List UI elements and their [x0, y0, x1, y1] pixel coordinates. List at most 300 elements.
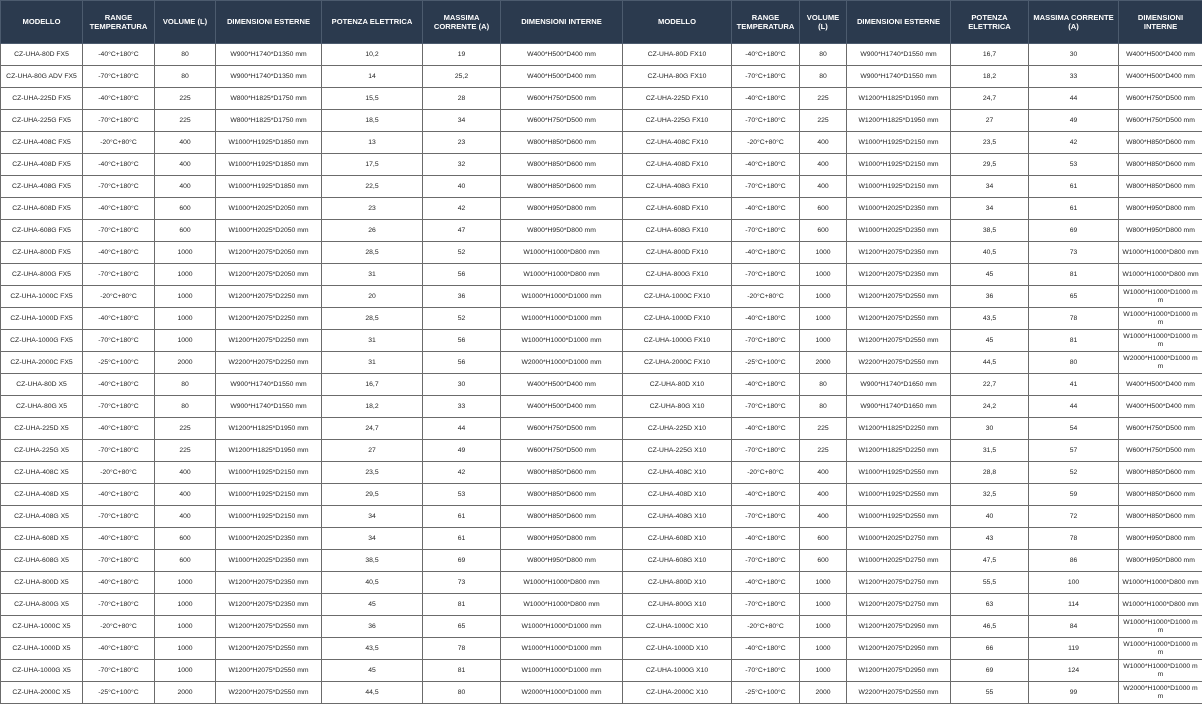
cell-modello: CZ-UHA-800D X10 [623, 572, 732, 594]
cell-dimensioni-esterne: W900*H1740*D1650 mm [847, 396, 951, 418]
cell-range-temperatura: -20°C+80°C [732, 462, 800, 484]
cell-massima-corrente: 124 [1029, 660, 1119, 682]
cell-dimensioni-interne: W800*H850*D600 mm [501, 484, 623, 506]
header-massima-corrente-right: MASSIMA CORRENTE (A) [1029, 1, 1119, 44]
cell-modello: CZ-UHA-1000C X5 [1, 616, 83, 638]
cell-modello: CZ-UHA-800D FX5 [1, 242, 83, 264]
cell-dimensioni-esterne: W1000*H1925*D1850 mm [216, 154, 322, 176]
cell-range-temperatura: -40°C+180°C [83, 374, 155, 396]
cell-range-temperatura: -70°C+180°C [83, 440, 155, 462]
cell-massima-corrente: 61 [423, 506, 501, 528]
cell-modello: CZ-UHA-1000D FX10 [623, 308, 732, 330]
cell-modello: CZ-UHA-225D X10 [623, 418, 732, 440]
cell-range-temperatura: -70°C+180°C [83, 264, 155, 286]
cell-dimensioni-interne: W1000*H1000*D800 mm [501, 242, 623, 264]
cell-modello: CZ-UHA-800D X5 [1, 572, 83, 594]
cell-volume: 2000 [155, 352, 216, 374]
cell-modello: CZ-UHA-608G FX5 [1, 220, 83, 242]
cell-range-temperatura: -40°C+180°C [83, 484, 155, 506]
table-row [1, 484, 1202, 506]
cell-potenza-elettrica: 17,5 [322, 154, 423, 176]
cell-modello: CZ-UHA-80D X5 [1, 374, 83, 396]
cell-potenza-elettrica: 24,7 [322, 418, 423, 440]
cell-dimensioni-interne: W800*H850*D600 mm [1119, 154, 1202, 176]
table-row [1, 374, 1202, 396]
cell-range-temperatura: -40°C+180°C [732, 374, 800, 396]
cell-potenza-elettrica: 40,5 [951, 242, 1029, 264]
cell-range-temperatura: -40°C+180°C [732, 572, 800, 594]
cell-modello: CZ-UHA-1000C FX10 [623, 286, 732, 308]
cell-modello: CZ-UHA-80G X5 [1, 396, 83, 418]
table-row [1, 352, 1202, 374]
cell-volume: 225 [800, 110, 847, 132]
cell-potenza-elettrica: 34 [951, 198, 1029, 220]
cell-massima-corrente: 69 [1029, 220, 1119, 242]
cell-dimensioni-interne: W1000*H1000*D800 mm [1119, 264, 1202, 286]
header-row [1, 1, 1202, 44]
cell-massima-corrente: 52 [423, 242, 501, 264]
cell-dimensioni-esterne: W1200*H2075*D2550 mm [216, 616, 322, 638]
cell-modello: CZ-UHA-225G X5 [1, 440, 83, 462]
cell-massima-corrente: 100 [1029, 572, 1119, 594]
cell-volume: 600 [800, 198, 847, 220]
table-row [1, 154, 1202, 176]
cell-dimensioni-interne: W800*H850*D600 mm [501, 154, 623, 176]
cell-massima-corrente: 81 [423, 594, 501, 616]
cell-dimensioni-interne: W2000*H1000*D1000 mm [1119, 682, 1202, 704]
cell-dimensioni-interne: W600*H750*D500 mm [1119, 88, 1202, 110]
cell-massima-corrente: 34 [423, 110, 501, 132]
cell-dimensioni-interne: W800*H850*D600 mm [1119, 506, 1202, 528]
cell-volume: 600 [800, 220, 847, 242]
cell-potenza-elettrica: 18,2 [951, 66, 1029, 88]
cell-dimensioni-esterne: W1000*H1925*D2150 mm [847, 176, 951, 198]
table-row [1, 616, 1202, 638]
cell-dimensioni-interne: W400*H500*D400 mm [1119, 396, 1202, 418]
cell-potenza-elettrica: 34 [951, 176, 1029, 198]
cell-range-temperatura: -25°C+100°C [732, 682, 800, 704]
cell-range-temperatura: -40°C+180°C [83, 418, 155, 440]
cell-massima-corrente: 78 [1029, 308, 1119, 330]
cell-volume: 1000 [155, 330, 216, 352]
cell-potenza-elettrica: 23,5 [322, 462, 423, 484]
table-row [1, 330, 1202, 352]
cell-modello: CZ-UHA-408G X10 [623, 506, 732, 528]
cell-modello: CZ-UHA-2000C X10 [623, 682, 732, 704]
cell-dimensioni-interne: W800*H850*D600 mm [501, 176, 623, 198]
header-range-temperatura-left: RANGE TEMPERATURA [83, 1, 155, 44]
cell-dimensioni-esterne: W1000*H1925*D1850 mm [216, 132, 322, 154]
cell-dimensioni-esterne: W900*H1740*D1550 mm [216, 396, 322, 418]
cell-modello: CZ-UHA-1000D FX5 [1, 308, 83, 330]
cell-volume: 1000 [800, 638, 847, 660]
cell-volume: 225 [155, 88, 216, 110]
table-row [1, 220, 1202, 242]
cell-volume: 80 [155, 66, 216, 88]
cell-volume: 80 [800, 44, 847, 66]
cell-potenza-elettrica: 55,5 [951, 572, 1029, 594]
cell-potenza-elettrica: 66 [951, 638, 1029, 660]
cell-dimensioni-esterne: W1200*H2075*D2350 mm [847, 264, 951, 286]
cell-potenza-elettrica: 40,5 [322, 572, 423, 594]
cell-massima-corrente: 65 [423, 616, 501, 638]
cell-dimensioni-esterne: W2200*H2075*D2550 mm [847, 682, 951, 704]
cell-volume: 80 [800, 374, 847, 396]
cell-potenza-elettrica: 34 [322, 528, 423, 550]
table-row [1, 396, 1202, 418]
cell-range-temperatura: -70°C+180°C [83, 506, 155, 528]
cell-range-temperatura: -40°C+180°C [83, 528, 155, 550]
cell-massima-corrente: 61 [423, 528, 501, 550]
cell-modello: CZ-UHA-408C X5 [1, 462, 83, 484]
cell-dimensioni-esterne: W1000*H1925*D1850 mm [216, 176, 322, 198]
cell-potenza-elettrica: 43,5 [322, 638, 423, 660]
cell-range-temperatura: -70°C+180°C [83, 550, 155, 572]
header-potenza-elettrica-left: POTENZA ELETTRICA [322, 1, 423, 44]
cell-dimensioni-esterne: W1200*H1825*D1950 mm [216, 440, 322, 462]
cell-dimensioni-interne: W1000*H1000*D1000 mm [501, 308, 623, 330]
cell-dimensioni-interne: W1000*H1000*D1000 mm [501, 660, 623, 682]
cell-volume: 400 [800, 154, 847, 176]
cell-range-temperatura: -40°C+180°C [732, 528, 800, 550]
cell-range-temperatura: -70°C+180°C [732, 330, 800, 352]
cell-potenza-elettrica: 45 [322, 660, 423, 682]
cell-dimensioni-interne: W2000*H1000*D1000 mm [501, 352, 623, 374]
cell-massima-corrente: 23 [423, 132, 501, 154]
cell-modello: CZ-UHA-80G ADV FX5 [1, 66, 83, 88]
cell-massima-corrente: 81 [1029, 264, 1119, 286]
cell-potenza-elettrica: 27 [951, 110, 1029, 132]
cell-volume: 225 [155, 418, 216, 440]
cell-dimensioni-interne: W1000*H1000*D800 mm [501, 264, 623, 286]
cell-dimensioni-interne: W1000*H1000*D1000 mm [1119, 286, 1202, 308]
cell-modello: CZ-UHA-1000G FX10 [623, 330, 732, 352]
cell-modello: CZ-UHA-608D X5 [1, 528, 83, 550]
cell-potenza-elettrica: 28,8 [951, 462, 1029, 484]
cell-massima-corrente: 56 [423, 352, 501, 374]
cell-range-temperatura: -40°C+180°C [83, 88, 155, 110]
cell-potenza-elettrica: 46,5 [951, 616, 1029, 638]
cell-volume: 1000 [155, 242, 216, 264]
cell-volume: 225 [155, 440, 216, 462]
cell-volume: 1000 [800, 308, 847, 330]
table-row [1, 242, 1202, 264]
table-row [1, 44, 1202, 66]
table-body [1, 44, 1202, 704]
cell-modello: CZ-UHA-800G FX5 [1, 264, 83, 286]
cell-volume: 1000 [800, 330, 847, 352]
table-row [1, 506, 1202, 528]
cell-range-temperatura: -70°C+180°C [732, 594, 800, 616]
header-volume-left: VOLUME (L) [155, 1, 216, 44]
cell-massima-corrente: 61 [1029, 176, 1119, 198]
cell-dimensioni-esterne: W1000*H1925*D2150 mm [216, 506, 322, 528]
cell-volume: 1000 [800, 572, 847, 594]
cell-range-temperatura: -40°C+180°C [83, 572, 155, 594]
cell-volume: 225 [155, 110, 216, 132]
cell-potenza-elettrica: 16,7 [322, 374, 423, 396]
table-row [1, 66, 1202, 88]
cell-volume: 400 [800, 176, 847, 198]
cell-dimensioni-interne: W800*H950*D800 mm [1119, 198, 1202, 220]
table-row [1, 594, 1202, 616]
cell-range-temperatura: -40°C+180°C [732, 44, 800, 66]
header-dimensioni-esterne-left: DIMENSIONI ESTERNE [216, 1, 322, 44]
cell-potenza-elettrica: 15,5 [322, 88, 423, 110]
cell-modello: CZ-UHA-800G X5 [1, 594, 83, 616]
cell-dimensioni-esterne: W900*H1740*D1350 mm [216, 44, 322, 66]
cell-dimensioni-esterne: W1200*H2075*D2750 mm [847, 572, 951, 594]
header-modello-left: MODELLO [1, 1, 83, 44]
cell-massima-corrente: 40 [423, 176, 501, 198]
cell-range-temperatura: -70°C+180°C [83, 220, 155, 242]
cell-range-temperatura: -25°C+100°C [83, 682, 155, 704]
cell-modello: CZ-UHA-408G FX5 [1, 176, 83, 198]
cell-massima-corrente: 19 [423, 44, 501, 66]
cell-massima-corrente: 52 [1029, 462, 1119, 484]
cell-dimensioni-interne: W1000*H1000*D1000 mm [501, 330, 623, 352]
cell-massima-corrente: 54 [1029, 418, 1119, 440]
table-row [1, 418, 1202, 440]
table-row [1, 550, 1202, 572]
cell-volume: 400 [155, 506, 216, 528]
header-dimensioni-esterne-right: DIMENSIONI ESTERNE [847, 1, 951, 44]
cell-potenza-elettrica: 28,5 [322, 308, 423, 330]
cell-dimensioni-esterne: W1000*H1925*D2550 mm [847, 506, 951, 528]
cell-dimensioni-interne: W800*H950*D800 mm [501, 220, 623, 242]
cell-dimensioni-esterne: W1200*H2075*D2250 mm [216, 286, 322, 308]
cell-potenza-elettrica: 24,7 [951, 88, 1029, 110]
cell-dimensioni-interne: W600*H750*D500 mm [1119, 110, 1202, 132]
cell-dimensioni-interne: W1000*H1000*D800 mm [501, 594, 623, 616]
cell-volume: 1000 [155, 572, 216, 594]
cell-volume: 400 [800, 132, 847, 154]
cell-volume: 1000 [155, 308, 216, 330]
cell-potenza-elettrica: 23,5 [951, 132, 1029, 154]
cell-modello: CZ-UHA-1000G X10 [623, 660, 732, 682]
cell-potenza-elettrica: 32,5 [951, 484, 1029, 506]
cell-volume: 80 [155, 374, 216, 396]
cell-dimensioni-esterne: W1000*H2025*D2050 mm [216, 198, 322, 220]
cell-modello: CZ-UHA-225G FX10 [623, 110, 732, 132]
cell-massima-corrente: 99 [1029, 682, 1119, 704]
cell-range-temperatura: -70°C+180°C [732, 660, 800, 682]
cell-dimensioni-interne: W1000*H1000*D1000 mm [1119, 308, 1202, 330]
cell-modello: CZ-UHA-80D FX5 [1, 44, 83, 66]
cell-volume: 400 [800, 462, 847, 484]
header-volume-right: VOLUME (L) [800, 1, 847, 44]
cell-massima-corrente: 47 [423, 220, 501, 242]
cell-potenza-elettrica: 27 [322, 440, 423, 462]
cell-massima-corrente: 52 [423, 308, 501, 330]
cell-massima-corrente: 56 [423, 330, 501, 352]
cell-potenza-elettrica: 31 [322, 264, 423, 286]
cell-potenza-elettrica: 31,5 [951, 440, 1029, 462]
cell-potenza-elettrica: 38,5 [322, 550, 423, 572]
cell-dimensioni-interne: W800*H950*D800 mm [1119, 550, 1202, 572]
table-row [1, 572, 1202, 594]
cell-dimensioni-interne: W800*H950*D800 mm [501, 528, 623, 550]
cell-volume: 80 [800, 66, 847, 88]
cell-modello: CZ-UHA-408D X10 [623, 484, 732, 506]
cell-dimensioni-esterne: W1200*H1825*D2250 mm [847, 440, 951, 462]
cell-potenza-elettrica: 16,7 [951, 44, 1029, 66]
cell-dimensioni-interne: W400*H500*D400 mm [501, 44, 623, 66]
cell-range-temperatura: -40°C+180°C [83, 638, 155, 660]
table-row [1, 198, 1202, 220]
cell-volume: 1000 [800, 264, 847, 286]
cell-dimensioni-esterne: W1200*H1825*D1950 mm [216, 418, 322, 440]
cell-range-temperatura: -70°C+180°C [83, 660, 155, 682]
cell-dimensioni-esterne: W900*H1740*D1550 mm [847, 44, 951, 66]
header-range-temperatura-right: RANGE TEMPERATURA [732, 1, 800, 44]
cell-modello: CZ-UHA-408C X10 [623, 462, 732, 484]
cell-volume: 400 [155, 176, 216, 198]
cell-massima-corrente: 41 [1029, 374, 1119, 396]
cell-potenza-elettrica: 13 [322, 132, 423, 154]
cell-range-temperatura: -40°C+180°C [732, 88, 800, 110]
cell-modello: CZ-UHA-800D FX10 [623, 242, 732, 264]
table-row [1, 176, 1202, 198]
cell-potenza-elettrica: 43,5 [951, 308, 1029, 330]
cell-volume: 1000 [800, 286, 847, 308]
cell-modello: CZ-UHA-1000D X10 [623, 638, 732, 660]
header-massima-corrente-left: MASSIMA CORRENTE (A) [423, 1, 501, 44]
cell-volume: 1000 [800, 660, 847, 682]
cell-range-temperatura: -40°C+180°C [83, 154, 155, 176]
cell-dimensioni-esterne: W1000*H2025*D2350 mm [216, 550, 322, 572]
cell-range-temperatura: -70°C+180°C [83, 110, 155, 132]
cell-volume: 400 [800, 484, 847, 506]
cell-modello: CZ-UHA-1000C FX5 [1, 286, 83, 308]
cell-volume: 1000 [155, 594, 216, 616]
cell-range-temperatura: -70°C+180°C [83, 396, 155, 418]
cell-massima-corrente: 42 [423, 198, 501, 220]
cell-dimensioni-esterne: W1200*H2075*D2550 mm [847, 330, 951, 352]
cell-potenza-elettrica: 34 [322, 506, 423, 528]
cell-massima-corrente: 65 [1029, 286, 1119, 308]
cell-volume: 600 [155, 198, 216, 220]
cell-massima-corrente: 25,2 [423, 66, 501, 88]
cell-dimensioni-esterne: W1200*H2075*D2550 mm [216, 638, 322, 660]
cell-volume: 225 [800, 88, 847, 110]
cell-modello: CZ-UHA-2000C FX5 [1, 352, 83, 374]
cell-dimensioni-interne: W800*H850*D600 mm [1119, 462, 1202, 484]
header-potenza-elettrica-right: POTENZA ELETTRICA [951, 1, 1029, 44]
cell-volume: 1000 [800, 616, 847, 638]
cell-dimensioni-esterne: W1000*H1925*D2150 mm [216, 462, 322, 484]
cell-dimensioni-esterne: W1200*H1825*D1950 mm [847, 88, 951, 110]
cell-potenza-elettrica: 43 [951, 528, 1029, 550]
cell-range-temperatura: -70°C+180°C [83, 176, 155, 198]
cell-modello: CZ-UHA-408C FX5 [1, 132, 83, 154]
cell-dimensioni-esterne: W1000*H1925*D2550 mm [847, 484, 951, 506]
cell-modello: CZ-UHA-225D FX5 [1, 88, 83, 110]
cell-dimensioni-esterne: W1200*H2075*D2950 mm [847, 660, 951, 682]
cell-dimensioni-esterne: W1000*H2025*D2350 mm [216, 528, 322, 550]
cell-potenza-elettrica: 38,5 [951, 220, 1029, 242]
cell-massima-corrente: 84 [1029, 616, 1119, 638]
cell-dimensioni-esterne: W1200*H2075*D2050 mm [216, 264, 322, 286]
cell-dimensioni-esterne: W900*H1740*D1650 mm [847, 374, 951, 396]
cell-modello: CZ-UHA-408G X5 [1, 506, 83, 528]
cell-volume: 2000 [155, 682, 216, 704]
cell-massima-corrente: 73 [1029, 242, 1119, 264]
cell-dimensioni-interne: W800*H850*D600 mm [1119, 484, 1202, 506]
cell-potenza-elettrica: 45 [951, 264, 1029, 286]
cell-modello: CZ-UHA-1000C X10 [623, 616, 732, 638]
cell-volume: 80 [155, 396, 216, 418]
cell-volume: 225 [800, 440, 847, 462]
cell-dimensioni-esterne: W900*H1740*D1550 mm [216, 374, 322, 396]
cell-volume: 600 [155, 550, 216, 572]
cell-massima-corrente: 49 [423, 440, 501, 462]
cell-range-temperatura: -40°C+180°C [732, 242, 800, 264]
cell-volume: 1000 [155, 660, 216, 682]
cell-massima-corrente: 33 [1029, 66, 1119, 88]
cell-modello: CZ-UHA-608G FX10 [623, 220, 732, 242]
cell-volume: 400 [155, 154, 216, 176]
cell-dimensioni-interne: W1000*H1000*D800 mm [501, 572, 623, 594]
cell-massima-corrente: 44 [1029, 396, 1119, 418]
cell-modello: CZ-UHA-608G X10 [623, 550, 732, 572]
cell-massima-corrente: 30 [423, 374, 501, 396]
cell-massima-corrente: 61 [1029, 198, 1119, 220]
cell-massima-corrente: 73 [423, 572, 501, 594]
cell-range-temperatura: -40°C+180°C [732, 418, 800, 440]
cell-dimensioni-esterne: W800*H1825*D1750 mm [216, 88, 322, 110]
cell-massima-corrente: 53 [1029, 154, 1119, 176]
cell-modello: CZ-UHA-1000G FX5 [1, 330, 83, 352]
cell-potenza-elettrica: 14 [322, 66, 423, 88]
table-row [1, 660, 1202, 682]
cell-dimensioni-esterne: W1000*H2025*D2350 mm [847, 220, 951, 242]
cell-volume: 400 [155, 484, 216, 506]
cell-dimensioni-esterne: W2200*H2075*D2250 mm [216, 352, 322, 374]
cell-massima-corrente: 32 [423, 154, 501, 176]
cell-dimensioni-esterne: W1000*H2025*D2050 mm [216, 220, 322, 242]
cell-dimensioni-interne: W1000*H1000*D800 mm [1119, 572, 1202, 594]
table-row [1, 682, 1202, 704]
cell-volume: 600 [155, 220, 216, 242]
cell-range-temperatura: -40°C+180°C [732, 638, 800, 660]
cell-dimensioni-esterne: W1200*H2075*D2950 mm [847, 616, 951, 638]
cell-range-temperatura: -70°C+180°C [83, 66, 155, 88]
cell-potenza-elettrica: 44,5 [322, 682, 423, 704]
cell-modello: CZ-UHA-408C FX10 [623, 132, 732, 154]
cell-modello: CZ-UHA-225G FX5 [1, 110, 83, 132]
cell-dimensioni-interne: W800*H850*D600 mm [1119, 176, 1202, 198]
cell-range-temperatura: -20°C+80°C [83, 286, 155, 308]
cell-range-temperatura: -40°C+180°C [732, 484, 800, 506]
cell-dimensioni-interne: W600*H750*D500 mm [501, 440, 623, 462]
cell-massima-corrente: 44 [423, 418, 501, 440]
cell-modello: CZ-UHA-2000C FX10 [623, 352, 732, 374]
cell-potenza-elettrica: 69 [951, 660, 1029, 682]
cell-massima-corrente: 78 [1029, 528, 1119, 550]
cell-dimensioni-esterne: W2200*H2075*D2550 mm [847, 352, 951, 374]
table-header [1, 1, 1202, 44]
cell-volume: 225 [800, 418, 847, 440]
cell-dimensioni-interne: W1000*H1000*D800 mm [1119, 242, 1202, 264]
cell-dimensioni-interne: W400*H500*D400 mm [1119, 374, 1202, 396]
cell-modello: CZ-UHA-1000D X5 [1, 638, 83, 660]
cell-volume: 80 [155, 44, 216, 66]
cell-range-temperatura: -70°C+180°C [732, 66, 800, 88]
cell-modello: CZ-UHA-225D FX10 [623, 88, 732, 110]
cell-dimensioni-esterne: W800*H1825*D1750 mm [216, 110, 322, 132]
cell-massima-corrente: 56 [423, 264, 501, 286]
